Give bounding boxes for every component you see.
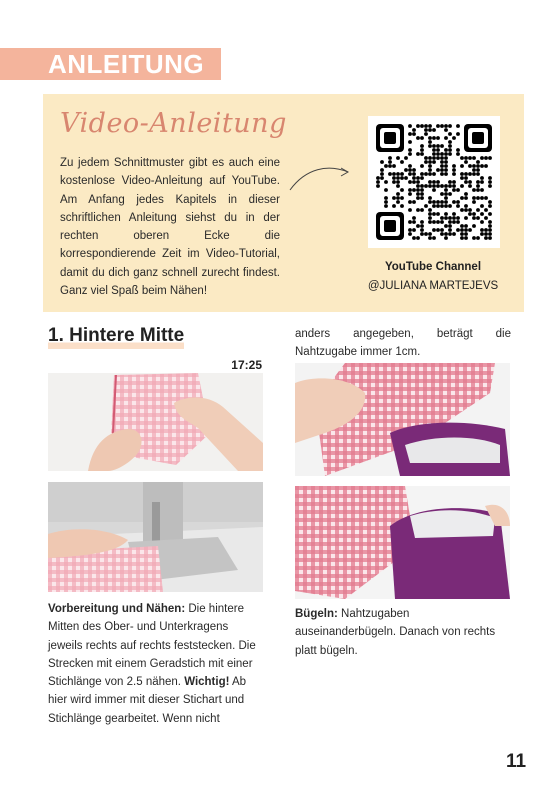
photo-ironing-2	[295, 486, 510, 599]
ironing-heading: Bügeln:	[295, 608, 338, 620]
page-title: ANLEITUNG	[48, 49, 205, 79]
youtube-channel-handle: @JULIANA MARTEJEVS	[367, 280, 499, 292]
ironing-text: Nahtzugaben auseinanderbügeln. Danach von rechts platt bügeln.	[295, 608, 496, 657]
prep-text-1: Die hintere Mitten des Ober- und Unterkragens jeweils rechts auf rechts feststecken. Die Strecken mit einem Geradstich mit einer Stichlänge von 2.5 nähen.	[48, 603, 256, 689]
video-description-text: Zu jedem Schnittmuster gibt es auch eine kostenlose Video-Anleitung auf YouTube. Am Anfang jedes Kapitels in dieser schriftlichen Anleitung siehst du in der rechten oberen Ecke die korrespondierende Zeit im Video-Tutorial, damit du dich ganz schnell zurecht findest. Ganz viel Spaß beim Nähen!	[60, 157, 280, 298]
page-number: 11	[506, 751, 527, 772]
continuation-paragraph: anders angegeben, beträgt die Nahtzugabe immer 1cm.	[295, 328, 511, 359]
qr-code[interactable]	[368, 116, 500, 248]
important-note: Wichtig!	[184, 676, 230, 689]
ironing-paragraph	[295, 605, 511, 660]
youtube-channel-label: YouTube Channel	[384, 261, 482, 273]
prep-text-2: Ab hier wird immer mit dieser Stichart und Stichlänge gearbeitet. Wenn nicht	[48, 676, 247, 725]
prep-heading: Vorbereitung und Nähen:	[48, 603, 186, 615]
section-title: 1. Hintere Mitte	[48, 325, 184, 349]
photo-sewing-machine	[48, 482, 263, 592]
photo-ironing-1	[295, 363, 510, 476]
video-script-title: Video-Anleitung	[60, 108, 287, 139]
photo-pinning-fabric	[48, 373, 263, 471]
video-description	[60, 154, 280, 300]
prep-sewing-paragraph	[48, 600, 264, 728]
video-timecode: 17:25	[231, 358, 262, 372]
arrow-icon	[288, 160, 354, 194]
